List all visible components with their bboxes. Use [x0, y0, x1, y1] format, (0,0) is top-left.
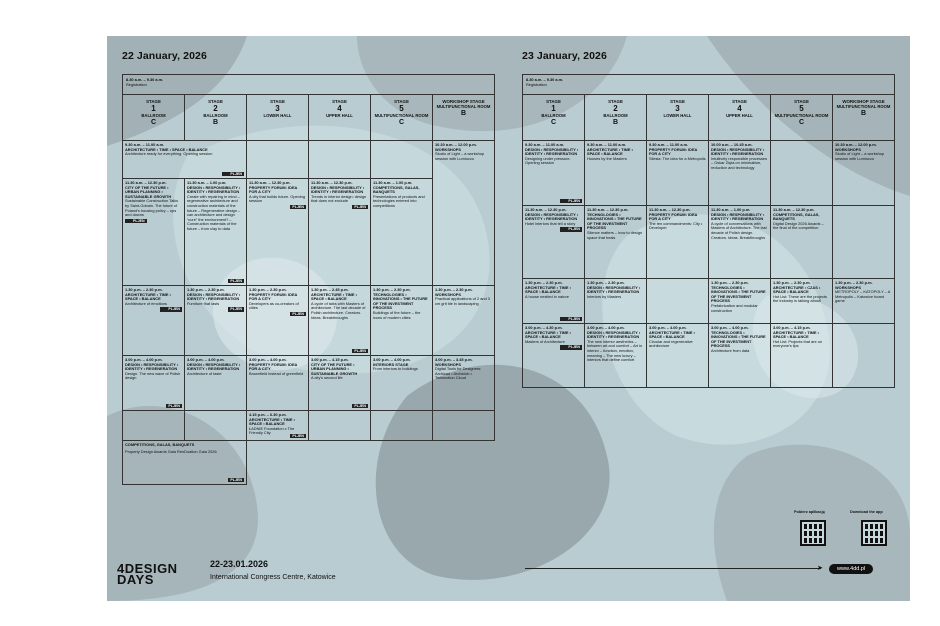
session-cell[interactable]: [123, 286, 185, 356]
session-time: 1.30 p.m. – 2.30 p.m.: [711, 280, 749, 285]
registration-label: Registration: [526, 81, 547, 87]
session-time: 9.30 a.m. – 11.00 a.m.: [525, 142, 565, 147]
session-title: Hot List: These are the projects the industry is talking about!: [773, 293, 827, 304]
session-cell[interactable]: [309, 179, 371, 286]
session-tags: DESIGN • RESPONSIBILITY • IDENTITY • REGENERATION: [187, 184, 241, 195]
empty-slot: [371, 411, 433, 441]
session-cell[interactable]: [185, 179, 247, 286]
camera-icon: [562, 346, 567, 350]
session-time: 11.30 a.m. – 1.00 p.m.: [187, 180, 227, 185]
camera-icon: [224, 172, 229, 176]
camera-icon: [562, 199, 567, 203]
stage-header: [523, 95, 585, 141]
language-badge: PLJEN: [230, 278, 242, 283]
language-badge: PLJEN: [292, 433, 304, 438]
stage-number: 4: [337, 104, 342, 113]
stage-number: 1: [151, 104, 156, 113]
session-time: 10.00 a.m. – 10.45 a.m.: [711, 142, 753, 147]
language-badge-label: PLJEN: [133, 218, 145, 223]
session-title: A city that builds future. Opening session: [249, 193, 306, 204]
language-badge: [560, 317, 582, 321]
session-tags: DESIGN • RESPONSIBILITY • IDENTITY • REGENERATION: [525, 211, 579, 222]
session-time: 11.30 a.m. – 1.00 p.m.: [373, 180, 413, 185]
language-badge-label: PLJEN: [568, 345, 580, 350]
session-title: From interiors to buildings: [373, 366, 418, 372]
session-title: Architecture ready for everything. Opening session: [125, 151, 213, 157]
stage-room: MULTIFUNCTIONAL ROOM: [774, 113, 829, 118]
footer: [107, 551, 910, 601]
stage-label: STAGE: [208, 99, 223, 104]
session-title: Architecture of taste: [187, 370, 222, 376]
camera-icon: [127, 219, 132, 223]
session-tags: PROPERTY FORUM: IDEA FOR A CITY: [249, 291, 298, 302]
language-badge: PLJEN: [168, 403, 180, 408]
session-cell[interactable]: [433, 356, 495, 411]
session-cell[interactable]: [123, 441, 247, 485]
session-cell[interactable]: [433, 286, 495, 356]
session-time: 1.30 p.m. – 2.30 p.m.: [773, 280, 811, 285]
session-tags: WORKSHOPS: [835, 146, 861, 152]
camera-icon: [162, 308, 167, 312]
day-title: 22 January, 2026: [122, 50, 207, 62]
registration-row: [523, 75, 895, 95]
session-time: 1.30 p.m. – 2.30 p.m.: [249, 287, 287, 292]
stage-label: STAGE: [332, 99, 347, 104]
session-cell[interactable]: [123, 179, 185, 286]
session-time: 11.30 a.m. – 12.30 p.m.: [773, 207, 815, 212]
stage-label: STAGE: [670, 99, 685, 104]
stage-room: LOWER HALL: [663, 113, 692, 118]
stage-letter: C: [398, 119, 405, 126]
session-tags: ARCHITECTURE • TIME • SPACE • BALANCE: [587, 146, 633, 157]
session-time: 11.30 a.m. – 12.30 p.m.: [587, 207, 629, 212]
session-tags: DESIGN • RESPONSIBILITY • IDENTITY • REGENERATION: [187, 291, 241, 302]
session-cell[interactable]: [185, 286, 247, 356]
stage-number: 5: [399, 104, 404, 113]
stage-number: 3: [675, 104, 680, 113]
language-badge: PLJEN: [354, 403, 366, 408]
session-cell[interactable]: [123, 356, 185, 411]
session-title: Sustainable Construction Talks by Saint-Gobain. The future of Poland's housing policy – ups and downs: [125, 198, 179, 218]
schedule-grid: [522, 74, 895, 388]
stage-room: BALLROOM: [603, 113, 628, 118]
session-title: Developers as co-creators of cities: [249, 300, 299, 311]
stage-number: 2: [613, 104, 618, 113]
language-badge-label: PLJEN: [568, 227, 580, 232]
session-time: 1.30 p.m. – 2.30 p.m.: [373, 287, 411, 292]
stage-header: [833, 95, 895, 141]
stage-letter: C: [550, 119, 557, 126]
session-title: Prefabrication and modular construction: [711, 302, 758, 313]
session-time: 3.00 p.m. – 4.00 p.m.: [187, 357, 225, 362]
session-time: 3.00 p.m. – 4.15 p.m.: [773, 325, 811, 330]
session-cell[interactable]: [309, 286, 371, 356]
session-cell[interactable]: [247, 286, 309, 356]
stage-label: STAGE: [546, 99, 561, 104]
session-cell[interactable]: [709, 206, 771, 279]
session-title: Designing under pressure. Opening session: [525, 155, 571, 166]
stage-label: STAGE: [794, 99, 809, 104]
session-tags: TECHNOLOGIES • INNOVATIONS • THE FUTURE OF THE INVESTMENT PROCESS: [711, 329, 766, 349]
session-tags: TECHNOLOGIES • INNOVATIONS • THE FUTURE OF THE INVESTMENT PROCESS: [373, 291, 428, 311]
session-tags: TECHNOLOGIES • INNOVATIONS • THE FUTURE OF THE INVESTMENT PROCESS: [587, 211, 642, 231]
session-title: Silesia: The idea for a Metropolis: [649, 155, 706, 161]
session-tags: CITY OF THE FUTURE • URBAN PLANNING • SUSTAINABLE GROWTH: [311, 361, 358, 376]
stage-label: WORKSHOP STAGE: [842, 99, 885, 104]
session-time: 3.00 p.m. – 4.00 p.m.: [587, 325, 625, 330]
session-tags: CITY OF THE FUTURE • URBAN PLANNING • SUSTAINABLE GROWTH: [125, 184, 172, 199]
language-badge-label: PLJEN: [168, 307, 180, 312]
session-cell[interactable]: [585, 141, 647, 206]
event-dates: 22-23.01.2026: [210, 559, 269, 569]
session-time: 1.30 p.m. – 2.30 p.m.: [125, 287, 163, 292]
stage-room: MULTIFUNCTIONAL ROOM: [836, 104, 891, 109]
language-badge: PLJEN: [354, 204, 366, 209]
session-tags: DESIGN • RESPONSIBILITY • IDENTITY • REGENERATION: [125, 361, 179, 372]
arrow-right-icon: ➤: [817, 565, 823, 572]
stage-letter: C: [798, 119, 805, 126]
session-tags: ARCHITECTURE • TIME • SPACE • BALANCE: [125, 146, 208, 152]
stage-header: [309, 95, 371, 141]
stage-room: UPPER HALL: [726, 113, 753, 118]
stage-label: STAGE: [394, 99, 409, 104]
session-time: 11.30 a.m. – 12.30 p.m.: [311, 180, 353, 185]
session-cell[interactable]: [647, 141, 709, 206]
empty-slot: [247, 141, 309, 179]
session-cell[interactable]: [123, 141, 247, 179]
stage-number: 3: [275, 104, 280, 113]
session-title: Intuitively responsible processes – Oskar Zięta on minimalism, reduction and technology: [711, 155, 768, 170]
language-badge: PLJEN: [292, 204, 304, 209]
session-cell[interactable]: [523, 279, 585, 324]
language-badge: PLJEN: [230, 477, 242, 482]
session-cell[interactable]: [247, 411, 309, 441]
session-time: 1.30 p.m. – 2.30 p.m.: [835, 280, 873, 285]
camera-icon: [562, 228, 567, 232]
language-badge-label: PLJEN: [568, 198, 580, 203]
stage-header: [185, 95, 247, 141]
stage-letter: B: [860, 110, 867, 117]
session-cell[interactable]: [371, 356, 433, 411]
session-cell[interactable]: [647, 206, 709, 279]
programme-poster: [107, 36, 910, 601]
registration-row: [123, 75, 495, 95]
session-cell[interactable]: [371, 286, 433, 356]
qr-code-icon[interactable]: [800, 520, 826, 546]
language-badge: PLJEN: [292, 311, 304, 316]
session-title: Digital Design 2026 Awards – the final of the competition: [773, 220, 824, 231]
session-cell[interactable]: [433, 141, 495, 286]
stage-label: STAGE: [732, 99, 747, 104]
empty-slot: [185, 411, 247, 441]
website-link[interactable]: www.4dd.pl: [829, 564, 873, 574]
session-title: Hotel interiors that tell a story: [525, 220, 576, 226]
stage-header: [709, 95, 771, 141]
registration-label: Registration: [126, 81, 147, 87]
session-title: Circular and regenerative architecture: [649, 338, 693, 349]
session-tags: WORKSHOPS: [435, 291, 461, 297]
session-time: 3.00 p.m. – 4.30 p.m.: [525, 325, 563, 330]
session-time: 3.00 p.m. – 3.45 p.m.: [435, 357, 473, 362]
session-title: Silence matters – how to design space that heals: [587, 229, 643, 240]
session-time: 1.30 p.m. – 2.30 p.m.: [435, 287, 473, 292]
session-time: 3.00 p.m. – 4.00 p.m.: [125, 357, 163, 362]
session-cell[interactable]: [247, 356, 309, 411]
session-tags: DESIGN • RESPONSIBILITY • IDENTITY • REGENERATION: [311, 184, 365, 195]
day-title: 23 January, 2026: [522, 50, 607, 62]
session-tags: ARCHITECTURE • TIME • SPACE • BALANCE: [773, 329, 819, 340]
empty-slot: [433, 411, 495, 441]
session-tags: COMPETITIONS, GALAS, BANQUETS: [125, 442, 195, 447]
event-logo: [117, 563, 178, 585]
logo-line-2: DAYS: [117, 572, 154, 587]
stage-label: STAGE: [608, 99, 623, 104]
stage-room: BALLROOM: [141, 113, 166, 118]
session-tags: DESIGN • RESPONSIBILITY • IDENTITY • REGENERATION: [187, 361, 241, 372]
empty-slot: [371, 141, 433, 179]
session-cell[interactable]: [709, 141, 771, 206]
session-tags: WORKSHOPS: [435, 361, 461, 367]
session-title: Architecture of emotions: [125, 300, 167, 306]
session-time: 11.30 a.m. – 12.30 p.m.: [125, 180, 167, 185]
session-cell[interactable]: [185, 356, 247, 411]
session-cell[interactable]: [709, 324, 771, 388]
session-tags: PROPERTY FORUM: IDEA FOR A CITY: [249, 184, 298, 195]
language-badge: [560, 227, 582, 231]
session-cell[interactable]: [833, 279, 895, 324]
session-title: A city's second life: [311, 375, 343, 381]
stage-room: BALLROOM: [541, 113, 566, 118]
session-time: 10.30 a.m. – 12.00 p.m.: [435, 142, 477, 147]
session-tags: ARCHITECTURE • TIME • SPACE • BALANCE: [649, 329, 695, 340]
stage-number: 1: [551, 104, 556, 113]
session-tags: DESIGN • RESPONSIBILITY • IDENTITY • REGENERATION: [711, 211, 765, 222]
session-tags: PROPERTY FORUM: IDEA FOR A CITY: [649, 211, 698, 222]
session-cell[interactable]: [523, 324, 585, 388]
qr-code-icon[interactable]: [861, 520, 887, 546]
stage-number: 5: [799, 104, 804, 113]
stage-label: STAGE: [146, 99, 161, 104]
stage-room: MULTIFUNCTIONAL ROOM: [374, 113, 429, 118]
empty-slot: [647, 279, 709, 324]
stage-room: BALLROOM: [203, 113, 228, 118]
session-time: 9.30 a.m. – 11.00 a.m.: [649, 142, 689, 147]
session-title: Create with repairing in mind – regenerative architecture and construction materials of the future – Regenerative design – can architecture and design “cure” the environment? – Construction materials of the future – from clay to data: [187, 193, 241, 231]
session-time: 11.30 a.m. – 12.30 p.m.: [249, 180, 291, 185]
session-title: Digital Tools for Designers: Archicad • Archiclub • Twinmotion Cloud: [435, 366, 482, 381]
stage-header: [371, 95, 433, 141]
session-cell[interactable]: [771, 324, 833, 388]
session-title: Architecture from data: [711, 347, 750, 353]
session-tags: ARCHITECTURE • TIME • SPACE • BALANCE: [525, 329, 571, 340]
arrow-line: [525, 568, 821, 569]
session-time: 4.15 p.m. – 6.30 p.m.: [249, 412, 287, 417]
session-cell[interactable]: [371, 179, 433, 286]
session-title: Houses by the Masters: [587, 155, 627, 161]
session-time: 11.30 a.m. – 12.30 p.m.: [525, 207, 567, 212]
session-cell[interactable]: [771, 279, 833, 324]
session-cell[interactable]: [523, 206, 585, 279]
language-badge-label: PLJEN: [568, 316, 580, 321]
stage-label: WORKSHOP STAGE: [442, 99, 485, 104]
stage-header: [247, 95, 309, 141]
session-title: Presentations of products and technologies entered into competitions: [373, 193, 425, 208]
registration-time: 8.30 a.m. – 9.30 a.m.: [526, 77, 564, 82]
session-time: 3.00 p.m. – 4.00 p.m.: [711, 325, 749, 330]
session-tags: TECHNOLOGIES • INNOVATIONS • THE FUTURE OF THE INVESTMENT PROCESS: [711, 284, 766, 304]
stage-number: 2: [213, 104, 218, 113]
session-title: Design. The new wave of Polish design: [125, 370, 181, 381]
app-download-label-en: Download the app: [850, 510, 883, 514]
session-title: Furniture that lasts: [187, 300, 220, 306]
empty-slot: [309, 411, 371, 441]
session-time: 9.30 a.m. – 11.00 a.m.: [125, 142, 165, 147]
session-tags: DESIGN • RESPONSIBILITY • IDENTITY • REGENERATION: [587, 329, 641, 340]
session-tags: WORKSHOPS: [835, 284, 861, 290]
session-tags: COMPETITIONS, GALAS, BANQUETS: [773, 211, 820, 222]
language-badge: [160, 307, 182, 311]
session-time: 3.00 p.m. – 4.00 p.m.: [649, 325, 687, 330]
stage-header: [771, 95, 833, 141]
session-tags: COMPETITIONS, GALAS, BANQUETS: [373, 184, 420, 195]
session-cell[interactable]: [309, 356, 371, 411]
session-time: 10.30 a.m. – 12.00 p.m.: [835, 142, 877, 147]
session-tags: PROPERTY FORUM: IDEA FOR A CITY: [649, 146, 698, 157]
session-title: METROPOLY – KATOPOLY – A Metropolis – Katowice board game: [835, 289, 891, 304]
empty-slot: [309, 141, 371, 179]
empty-slot: [123, 411, 185, 441]
session-title: Masters of Architecture: [525, 338, 565, 344]
session-title: A house nestled in nature: [525, 293, 569, 299]
camera-icon: [562, 317, 567, 321]
session-title: Practical applications of 2 and 3 cm grit tile in landscaping: [435, 296, 490, 306]
stage-header: [647, 95, 709, 141]
session-title: A cycle of talks with Masters of architecture. The last decade of Polish architecture. Creators. Ideas. Breakthroughs: [311, 300, 366, 320]
session-tags: ARCHITECTURE • TIME • SPACE • BALANCE: [249, 416, 295, 427]
stage-header: [123, 95, 185, 141]
session-cell[interactable]: [709, 279, 771, 324]
session-time: 1.30 p.m. – 2.30 p.m.: [525, 280, 563, 285]
logo-line-1: 4DESIGN: [117, 561, 178, 576]
stage-letter: B: [612, 119, 619, 126]
session-cell[interactable]: [585, 279, 647, 324]
session-title: Studio of Light – a workshop session with Lumiocco: [835, 151, 885, 161]
session-time: 3.00 p.m. – 4.15 p.m.: [311, 357, 349, 362]
stage-room: MULTIFUNCTIONAL ROOM: [436, 104, 491, 109]
empty-slot: [833, 324, 895, 388]
language-badge: [560, 199, 582, 203]
language-badge: PLJEN: [230, 307, 242, 312]
session-tags: ARCHITECTURE • TIME • SPACE • BALANCE: [311, 291, 357, 302]
session-title: Buildings of the future – the icons of modern cities: [373, 309, 421, 320]
session-cell[interactable]: [585, 206, 647, 279]
session-time: 9.30 a.m. – 11.00 a.m.: [587, 142, 627, 147]
session-title: ŁADNIE Foundation x The Friendly City: [249, 425, 295, 436]
stage-letter: B: [460, 110, 467, 117]
stage-letter: B: [212, 119, 219, 126]
empty-slot: [833, 206, 895, 279]
session-tags: PROPERTY FORUM: IDEA FOR A CITY: [249, 361, 298, 372]
session-tags: INTERIORS STAGE: [373, 361, 409, 367]
session-title: Hot List: Projects that are on everyone's lips: [773, 338, 823, 349]
session-title: The new interior aesthetics – between art and comfort – Art in interior – function, emotion, meaning – The new luxury – interiors that define comfort: [587, 338, 643, 363]
session-title: Brownfield instead of greenfield: [249, 370, 304, 376]
language-badge: [560, 345, 582, 349]
session-tags: ARCHITECTURE • TIME • SPACE • BALANCE: [125, 291, 171, 302]
session-cell[interactable]: [647, 324, 709, 388]
stage-number: 4: [737, 104, 742, 113]
registration-time: 8.30 a.m. – 9.30 a.m.: [126, 77, 164, 82]
session-cell[interactable]: [585, 324, 647, 388]
app-download-label: Pobierz aplikację: [794, 510, 825, 514]
session-tags: DESIGN • RESPONSIBILITY • IDENTITY • REGENERATION: [587, 284, 641, 295]
session-cell[interactable]: [247, 179, 309, 286]
session-time: 1.30 p.m. – 2.30 p.m.: [187, 287, 225, 292]
session-cell[interactable]: [771, 206, 833, 279]
session-tags: DESIGN • RESPONSIBILITY • IDENTITY • REGENERATION: [711, 146, 765, 157]
session-time: 1.30 p.m. – 2.30 p.m.: [587, 280, 625, 285]
stage-room: UPPER HALL: [326, 113, 353, 118]
session-tags: WORKSHOPS: [435, 146, 461, 152]
session-time: 1.30 p.m. – 2.45 p.m.: [311, 287, 349, 292]
session-time: 3.00 p.m. – 4.00 p.m.: [249, 357, 287, 362]
language-badge: [125, 219, 147, 223]
session-cell[interactable]: [833, 141, 895, 206]
empty-slot: [771, 141, 833, 206]
schedule-grid: [122, 74, 495, 485]
language-badge-label: PLJEN: [230, 171, 242, 176]
session-title: Trends in interior design: design that does not exclude: [311, 193, 367, 204]
session-time: 11.30 a.m. – 12.30 p.m.: [649, 207, 691, 212]
language-badge: PLJEN: [354, 348, 366, 353]
session-tags: DESIGN • RESPONSIBILITY • IDENTITY • REGENERATION: [525, 146, 579, 157]
stage-room: LOWER HALL: [263, 113, 292, 118]
stage-letter: C: [150, 119, 157, 126]
session-title: A cycle of conversations with Masters of Architecture. The last decade of Polish design. Creators. Ideas. Breakthroughs: [711, 220, 767, 240]
session-time: 11.30 a.m. – 1.00 p.m.: [711, 207, 751, 212]
stage-label: STAGE: [270, 99, 285, 104]
event-venue: International Congress Centre, Katowice: [210, 574, 336, 581]
session-tags: ARCHITECTURE • CZAS • SPACE • BALANCE: [773, 284, 821, 295]
session-title: The ten commandments: City • Developer: [649, 220, 703, 231]
stage-header: [433, 95, 495, 141]
session-cell[interactable]: [523, 141, 585, 206]
stage-header: [585, 95, 647, 141]
session-time: 3.00 p.m. – 4.00 p.m.: [373, 357, 411, 362]
session-title: Interiors by Masters: [587, 293, 622, 299]
session-title: Property Design Awards Gala RenDuation Gala 2026: [125, 448, 217, 454]
language-badge: [222, 172, 244, 176]
session-title: Studio of Light – a workshop session with Lumiocco: [435, 151, 485, 161]
session-tags: ARCHITECTURE • TIME • SPACE • BALANCE: [525, 284, 571, 295]
